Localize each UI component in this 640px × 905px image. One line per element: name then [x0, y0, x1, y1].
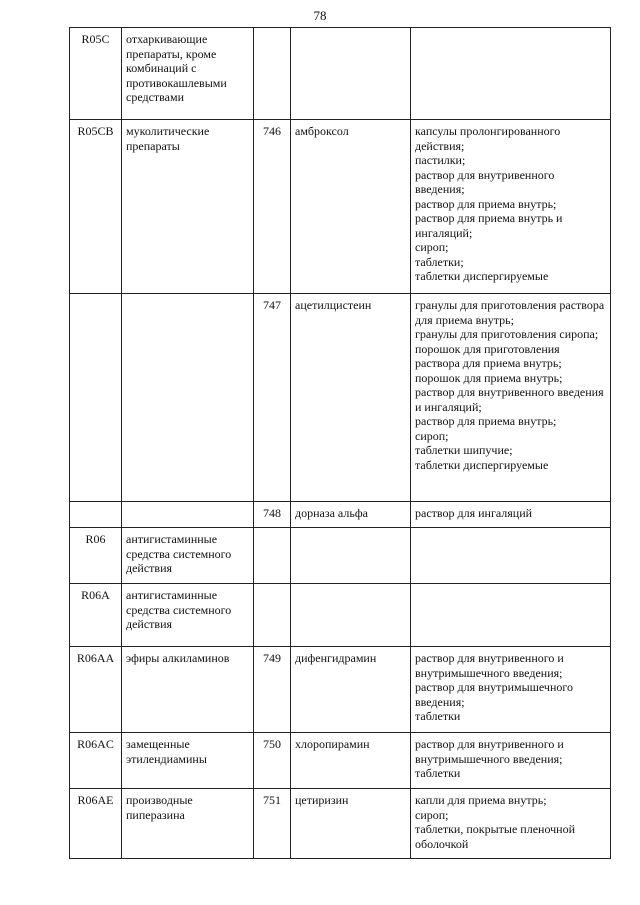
dosage-form-line: раствор для приема внутрь и ингаляций;: [415, 211, 563, 240]
atc-code-cell: [70, 502, 122, 528]
inn-cell: цетиризин: [291, 789, 411, 859]
dosage-form-line: раствор для ингаляций: [415, 506, 533, 520]
atc-code-cell: R06AE: [70, 789, 122, 859]
dosage-form-line: таблетки, покрытые пленочной оболочкой: [415, 822, 576, 851]
dosage-form-line: таблетки: [415, 766, 461, 780]
inn-cell: амброксол: [291, 120, 411, 294]
dosage-form-line: раствор для внутривенного введения и ингаляций;: [415, 385, 604, 414]
group-name-cell: [122, 294, 254, 502]
atc-code-cell: R06A: [70, 584, 122, 647]
dosage-form-line: раствор для внутривенного и внутримышечного введения;: [415, 737, 564, 766]
dosage-form-line: раствор для внутримышечного введения;: [415, 680, 573, 709]
table-body: [70, 28, 611, 859]
table-row: [70, 789, 611, 859]
group-name-cell: антигистаминные средства системного действия: [122, 528, 254, 584]
inn-cell: [291, 528, 411, 584]
group-name-cell: эфиры алкиламинов: [122, 647, 254, 733]
dosage-forms-cell: [411, 584, 611, 647]
dosage-forms-cell: [411, 294, 611, 502]
table-row: [70, 120, 611, 294]
dosage-forms-cell: [411, 120, 611, 294]
table-row: [70, 647, 611, 733]
inn-cell: хлоропирамин: [291, 733, 411, 789]
table-row: [70, 502, 611, 528]
row-number-cell: 749: [254, 647, 291, 733]
dosage-form-line: гранулы для приготовления сиропа;: [415, 327, 599, 341]
dosage-form-line: сироп;: [415, 240, 449, 254]
dosage-form-line: раствор для приема внутрь;: [415, 196, 557, 211]
dosage-forms-cell: [411, 733, 611, 789]
dosage-forms-cell: [411, 647, 611, 733]
table-row: [70, 733, 611, 789]
table-row: [70, 528, 611, 584]
dosage-form-line: таблетки;: [415, 254, 464, 269]
dosage-form-line: раствор для внутривенного и внутримышечного введения;: [415, 651, 564, 680]
row-number-cell: 751: [254, 789, 291, 859]
row-number-cell: [254, 28, 291, 120]
atc-code-cell: R06: [70, 528, 122, 584]
dosage-forms-cell: [411, 502, 611, 528]
row-number-cell: 748: [254, 502, 291, 528]
row-number-cell: 750: [254, 733, 291, 789]
dosage-form-line: порошок для приготовления раствора для приема внутрь;: [415, 341, 562, 370]
group-name-cell: антигистаминные средства системного действия: [122, 584, 254, 647]
dosage-form-line: порошок для приема внутрь;: [415, 370, 563, 385]
atc-code-cell: R05C: [70, 28, 122, 120]
dosage-form-line: сироп;: [415, 807, 449, 822]
dosage-form-line: таблетки диспергируемые: [415, 457, 549, 472]
atc-code-cell: R06AA: [70, 647, 122, 733]
table-row: [70, 28, 611, 120]
atc-code-cell: R06AC: [70, 733, 122, 789]
dosage-form-line: гранулы для приготовления раствора для приема внутрь;: [415, 298, 605, 327]
dosage-form-line: сироп;: [415, 428, 449, 443]
group-name-cell: [122, 502, 254, 528]
dosage-forms-cell: [411, 528, 611, 584]
dosage-forms-cell: [411, 789, 611, 859]
page-number: 78: [313, 8, 327, 23]
dosage-forms-cell: [411, 28, 611, 120]
group-name-cell: производные пиперазина: [122, 789, 254, 859]
atc-code-cell: R05CB: [70, 120, 122, 294]
group-name-cell: замещенные этилендиамины: [122, 733, 254, 789]
dosage-form-line: таблетки шипучие;: [415, 443, 513, 457]
inn-cell: дифенгидрамин: [291, 647, 411, 733]
dosage-form-line: таблетки диспергируемые: [415, 269, 549, 283]
dosage-form-line: таблетки: [415, 709, 461, 723]
dosage-form-line: капли для приема внутрь;: [415, 793, 547, 807]
atc-code-cell: [70, 294, 122, 502]
dosage-form-line: раствор для внутривенного введения;: [415, 167, 555, 196]
inn-cell: ацетилцистеин: [291, 294, 411, 502]
row-number-cell: 747: [254, 294, 291, 502]
row-number-cell: [254, 528, 291, 584]
inn-cell: дорназа альфа: [291, 502, 411, 528]
row-number-cell: [254, 584, 291, 647]
row-number-cell: 746: [254, 120, 291, 294]
drug-table: [69, 27, 611, 859]
dosage-form-line: пастилки;: [415, 153, 466, 167]
table-row: [70, 294, 611, 502]
table-row: [70, 584, 611, 647]
group-name-cell: муколитические препараты: [122, 120, 254, 294]
dosage-form-line: капсулы пролонгированного действия;: [415, 124, 561, 153]
dosage-form-line: раствор для приема внутрь;: [415, 414, 557, 428]
group-name-cell: отхаркивающие препараты, кроме комбинаций с противокашлевыми средствами: [122, 28, 254, 120]
inn-cell: [291, 28, 411, 120]
inn-cell: [291, 584, 411, 647]
